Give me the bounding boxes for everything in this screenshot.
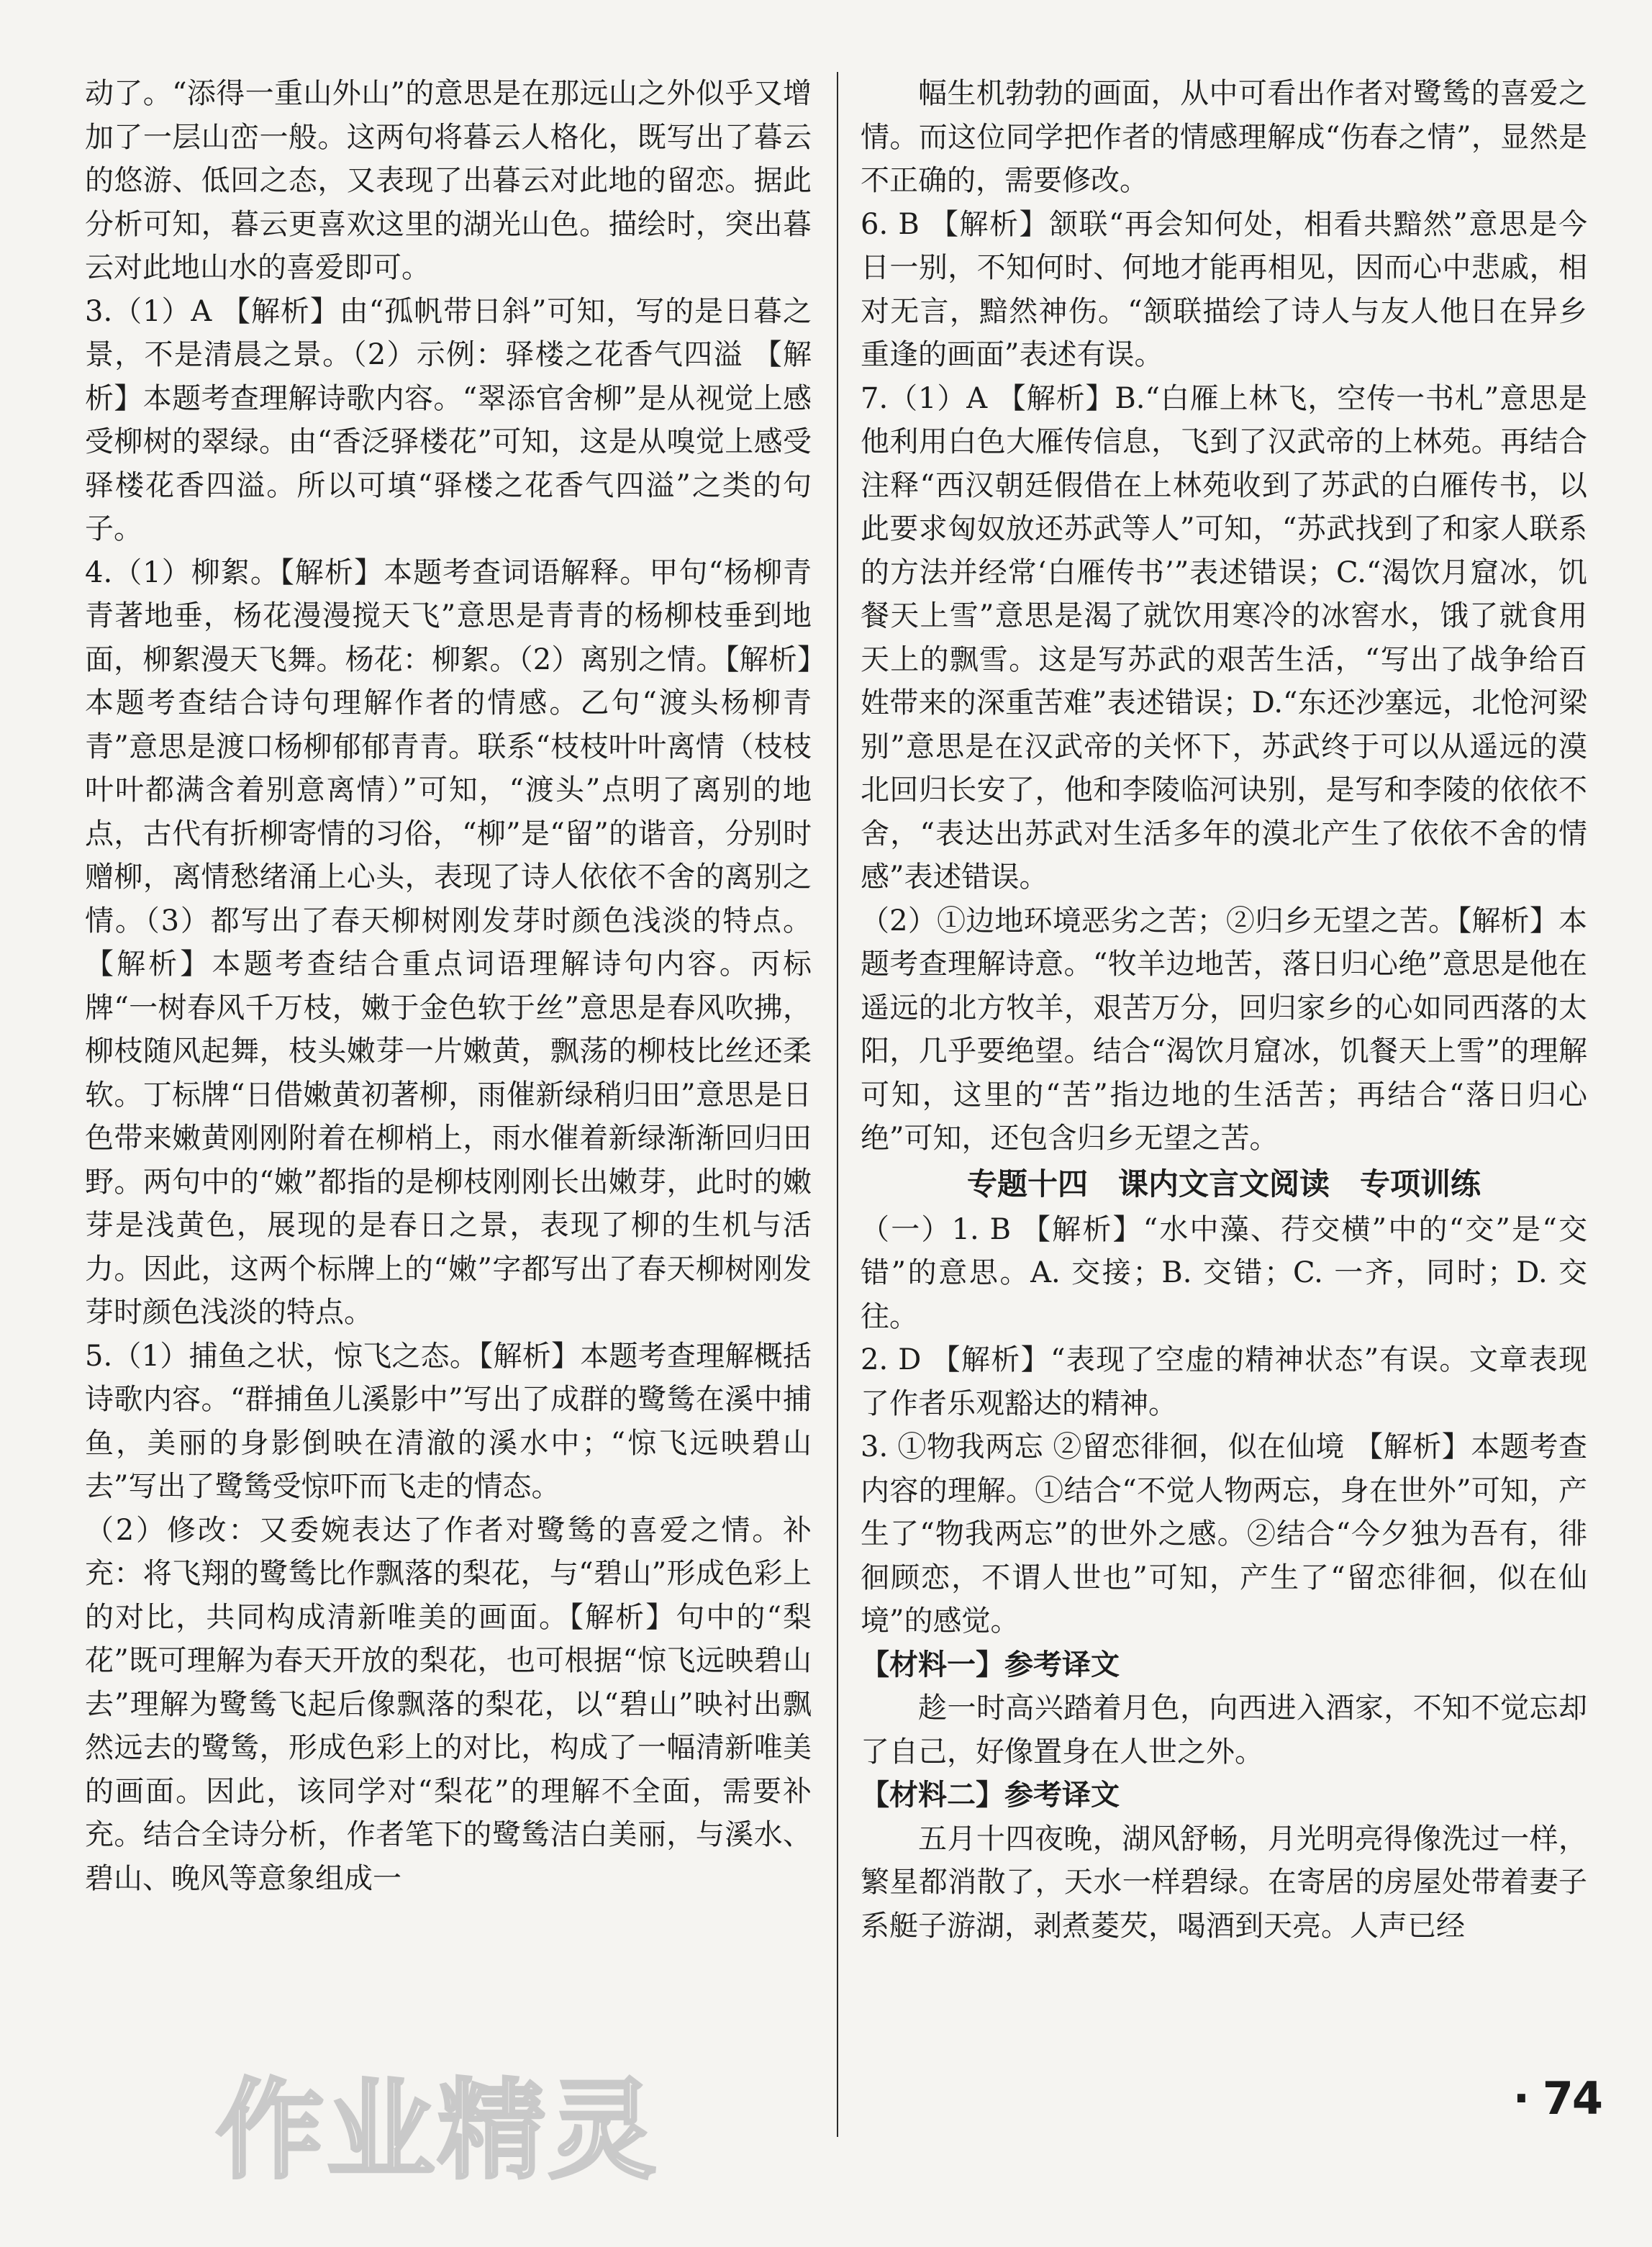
right-paragraph: 3. ①物我两忘 ②留恋徘徊，似在仙境 【解析】本题考查内容的理解。①结合“不觉人物两忘，身在世外”可知，产生了“物我两忘”的世外之感。②结合“今夕独为吾有，徘徊顾恋，不谓人世也”可知，产生了“留恋徘徊，似在仙境”的感觉。 xyxy=(861,1430,1587,1638)
right-paragraph: 7.（1）A 【解析】B.“白雁上林飞，空传一书札”意思是他利用白色大雁传信息，飞到了汉武帝的上林苑。再结合注释“西汉朝廷假借在上林苑收到了苏武的白雁传书，以此要求匈奴放还苏武等人”可知，“苏武找到了和家人联系的方法并经常‘白雁传书’”表述错误；C.“渴饮月窟冰，饥餐天上雪”意思是渴了就饮用寒冷的冰窖水，饿了就食用天上的飘雪。这是写苏武的艰苦生活，“写出了战争给百姓带来的深重苦难”表述错误；D.“东还沙塞远，北怆河梁别”意思是在汉武帝的关怀下，苏武终于可以从遥远的漠北回归长安了，他和李陵临河诀别，是写和李陵的依依不舍，“表达出苏武对生活多年的漠北产生了依依不舍的情感”表述错误。 xyxy=(861,381,1587,894)
column-divider xyxy=(837,72,838,2137)
left-paragraph: 3.（1）A 【解析】由“孤帆带日斜”可知，写的是日暮之景，不是清晨之景。（2）示例：驿楼之花香气四溢 【解析】本题考查理解诗歌内容。“翠添官舍柳”是从视觉上感受柳树的翠绿。由“香泛驿楼花”可知，这是从嗅觉上感受驿楼花香四溢。所以可填“驿楼之花香气四溢”之类的句子。 xyxy=(85,294,812,545)
right-paragraph: （一）1. B 【解析】“水中藻、荇交横”中的“交”是“交错”的意思。A. 交接；B. 交错；C. 一齐，同时；D. 交往。 xyxy=(861,1212,1587,1333)
material1-text: 趁一时高兴踏着月色，向西进入酒家，不知不觉忘却了自己，好像置身在人世之外。 xyxy=(861,1692,1587,1769)
left-column xyxy=(85,72,812,1900)
left-paragraph: 4.（1）柳絮。【解析】本题考查词语解释。甲句“杨柳青青著地垂，杨花漫漫搅天飞”意思是青青的杨柳枝垂到地面，柳絮漫天飞舞。杨花：柳絮。（2）离别之情。【解析】本题考查结合诗句理解作者的情感。乙句“渡头杨柳青青”意思是渡口杨柳郁郁青青。联系“枝枝叶叶离情（枝枝叶叶都满含着别意离情）”可知，“渡头”点明了离别的地点，古代有折柳寄情的习俗，“柳”是“留”的谐音，分别时赠柳，离情愁绪涌上心头，表现了诗人依依不舍的离别之情。（3）都写出了春天柳树刚发芽时颜色浅淡的特点。【解析】本题考查结合重点词语理解诗句内容。丙标牌“一树春风千万枝，嫩于金色软于丝”意思是春风吹拂，柳枝随风起舞，枝头嫩芽一片嫩黄，飘荡的柳枝比丝还柔软。丁标牌“日借嫩黄初著柳，雨催新绿稍归田”意思是日色带来嫩黄刚刚附着在柳梢上，雨水催着新绿渐渐回归田野。两句中的“嫩”都指的是柳枝刚刚长出嫩芽，此时的嫩芽是浅黄色，展现的是春日之景，表现了柳的生机与活力。因此，这两个标牌上的“嫩”字都写出了春天柳树刚发芽时颜色浅淡的特点。 xyxy=(85,555,812,1329)
page-number: · 74 xyxy=(1512,2072,1602,2125)
left-paragraph: 5.（1）捕鱼之状，惊飞之态。【解析】本题考查理解概括诗歌内容。“群捕鱼儿溪影中”写出了成群的鹭鸶在溪中捕鱼，美丽的身影倒映在清澈的溪水中；“惊飞远映碧山去”写出了鹭鸶受惊吓而飞走的情态。 xyxy=(85,1339,812,1503)
right-paragraph: 幅生机勃勃的画面，从中可看出作者对鹭鸶的喜爱之情。而这位同学把作者的情感理解成“伤春之情”，显然是不正确的，需要修改。 xyxy=(861,77,1587,197)
material1-tag: 【材料一】参考译文 xyxy=(861,1648,1120,1681)
left-paragraph: （2）修改：又委婉表达了作者对鹭鸶的喜爱之情。补充：将飞翔的鹭鸶比作飘落的梨花，与“碧山”形成色彩上的对比，共同构成清新唯美的画面。【解析】句中的“梨花”既可理解为春天开放的梨花，也可根据“惊飞远映碧山去”理解为鹭鸶飞起后像飘落的梨花，以“碧山”映衬出飘然远去的鹭鸶，形成色彩上的对比，构成了一幅清新唯美的画面。因此，该同学对“梨花”的理解不全面，需要补充。结合全诗分析，作者笔下的鹭鸶洁白美丽，与溪水、碧山、晚风等意象组成一 xyxy=(85,1513,812,1895)
section-heading: 专题十四 课内文言文阅读 专项训练 xyxy=(966,1166,1481,1202)
left-paragraph: 动了。“添得一重山外山”的意思是在那远山之外似乎又增加了一层山峦一般。这两句将暮云人格化，既写出了暮云的悠游、低回之态，又表现了出暮云对此地的留恋。据此分析可知，暮云更喜欢这里的湖光山色。描绘时，突出暮云对此地山水的喜爱即可。 xyxy=(85,77,812,284)
material2-text: 五月十四夜晚，湖风舒畅，月光明亮得像洗过一样，繁星都消散了，天水一样碧绿。在寄居的房屋处带着妻子系艇子游湖，剥煮菱芡，喝酒到天亮。人声已经 xyxy=(861,1822,1587,1943)
right-paragraph: 2. D 【解析】“表现了空虚的精神状态”有误。文章表现了作者乐观豁达的精神。 xyxy=(861,1343,1587,1420)
watermark: 作业精灵 xyxy=(216,2069,660,2194)
right-column xyxy=(861,72,1587,1948)
material2-tag: 【材料二】参考译文 xyxy=(861,1779,1120,1812)
right-paragraph: 6. B 【解析】颔联“再会知何处，相看共黯然”意思是今日一别，不知何时、何地才能再相见，因而心中悲戚，相对无言，黯然神伤。“颔联描绘了诗人与友人他日在异乡重逢的画面”表述有误。 xyxy=(861,207,1587,371)
right-paragraph: （2）①边地环境恶劣之苦；②归乡无望之苦。【解析】本题考查理解诗意。“牧羊边地苦，落日归心绝”意思是他在遥远的北方牧羊，艰苦万分，回归家乡的心如同西落的太阳，几乎要绝望。结合“渴饮月窟冰，饥餐天上雪”的理解可知，这里的“苦”指边地的生活苦；再结合“落日归心绝”可知，还包含归乡无望之苦。 xyxy=(861,904,1587,1155)
